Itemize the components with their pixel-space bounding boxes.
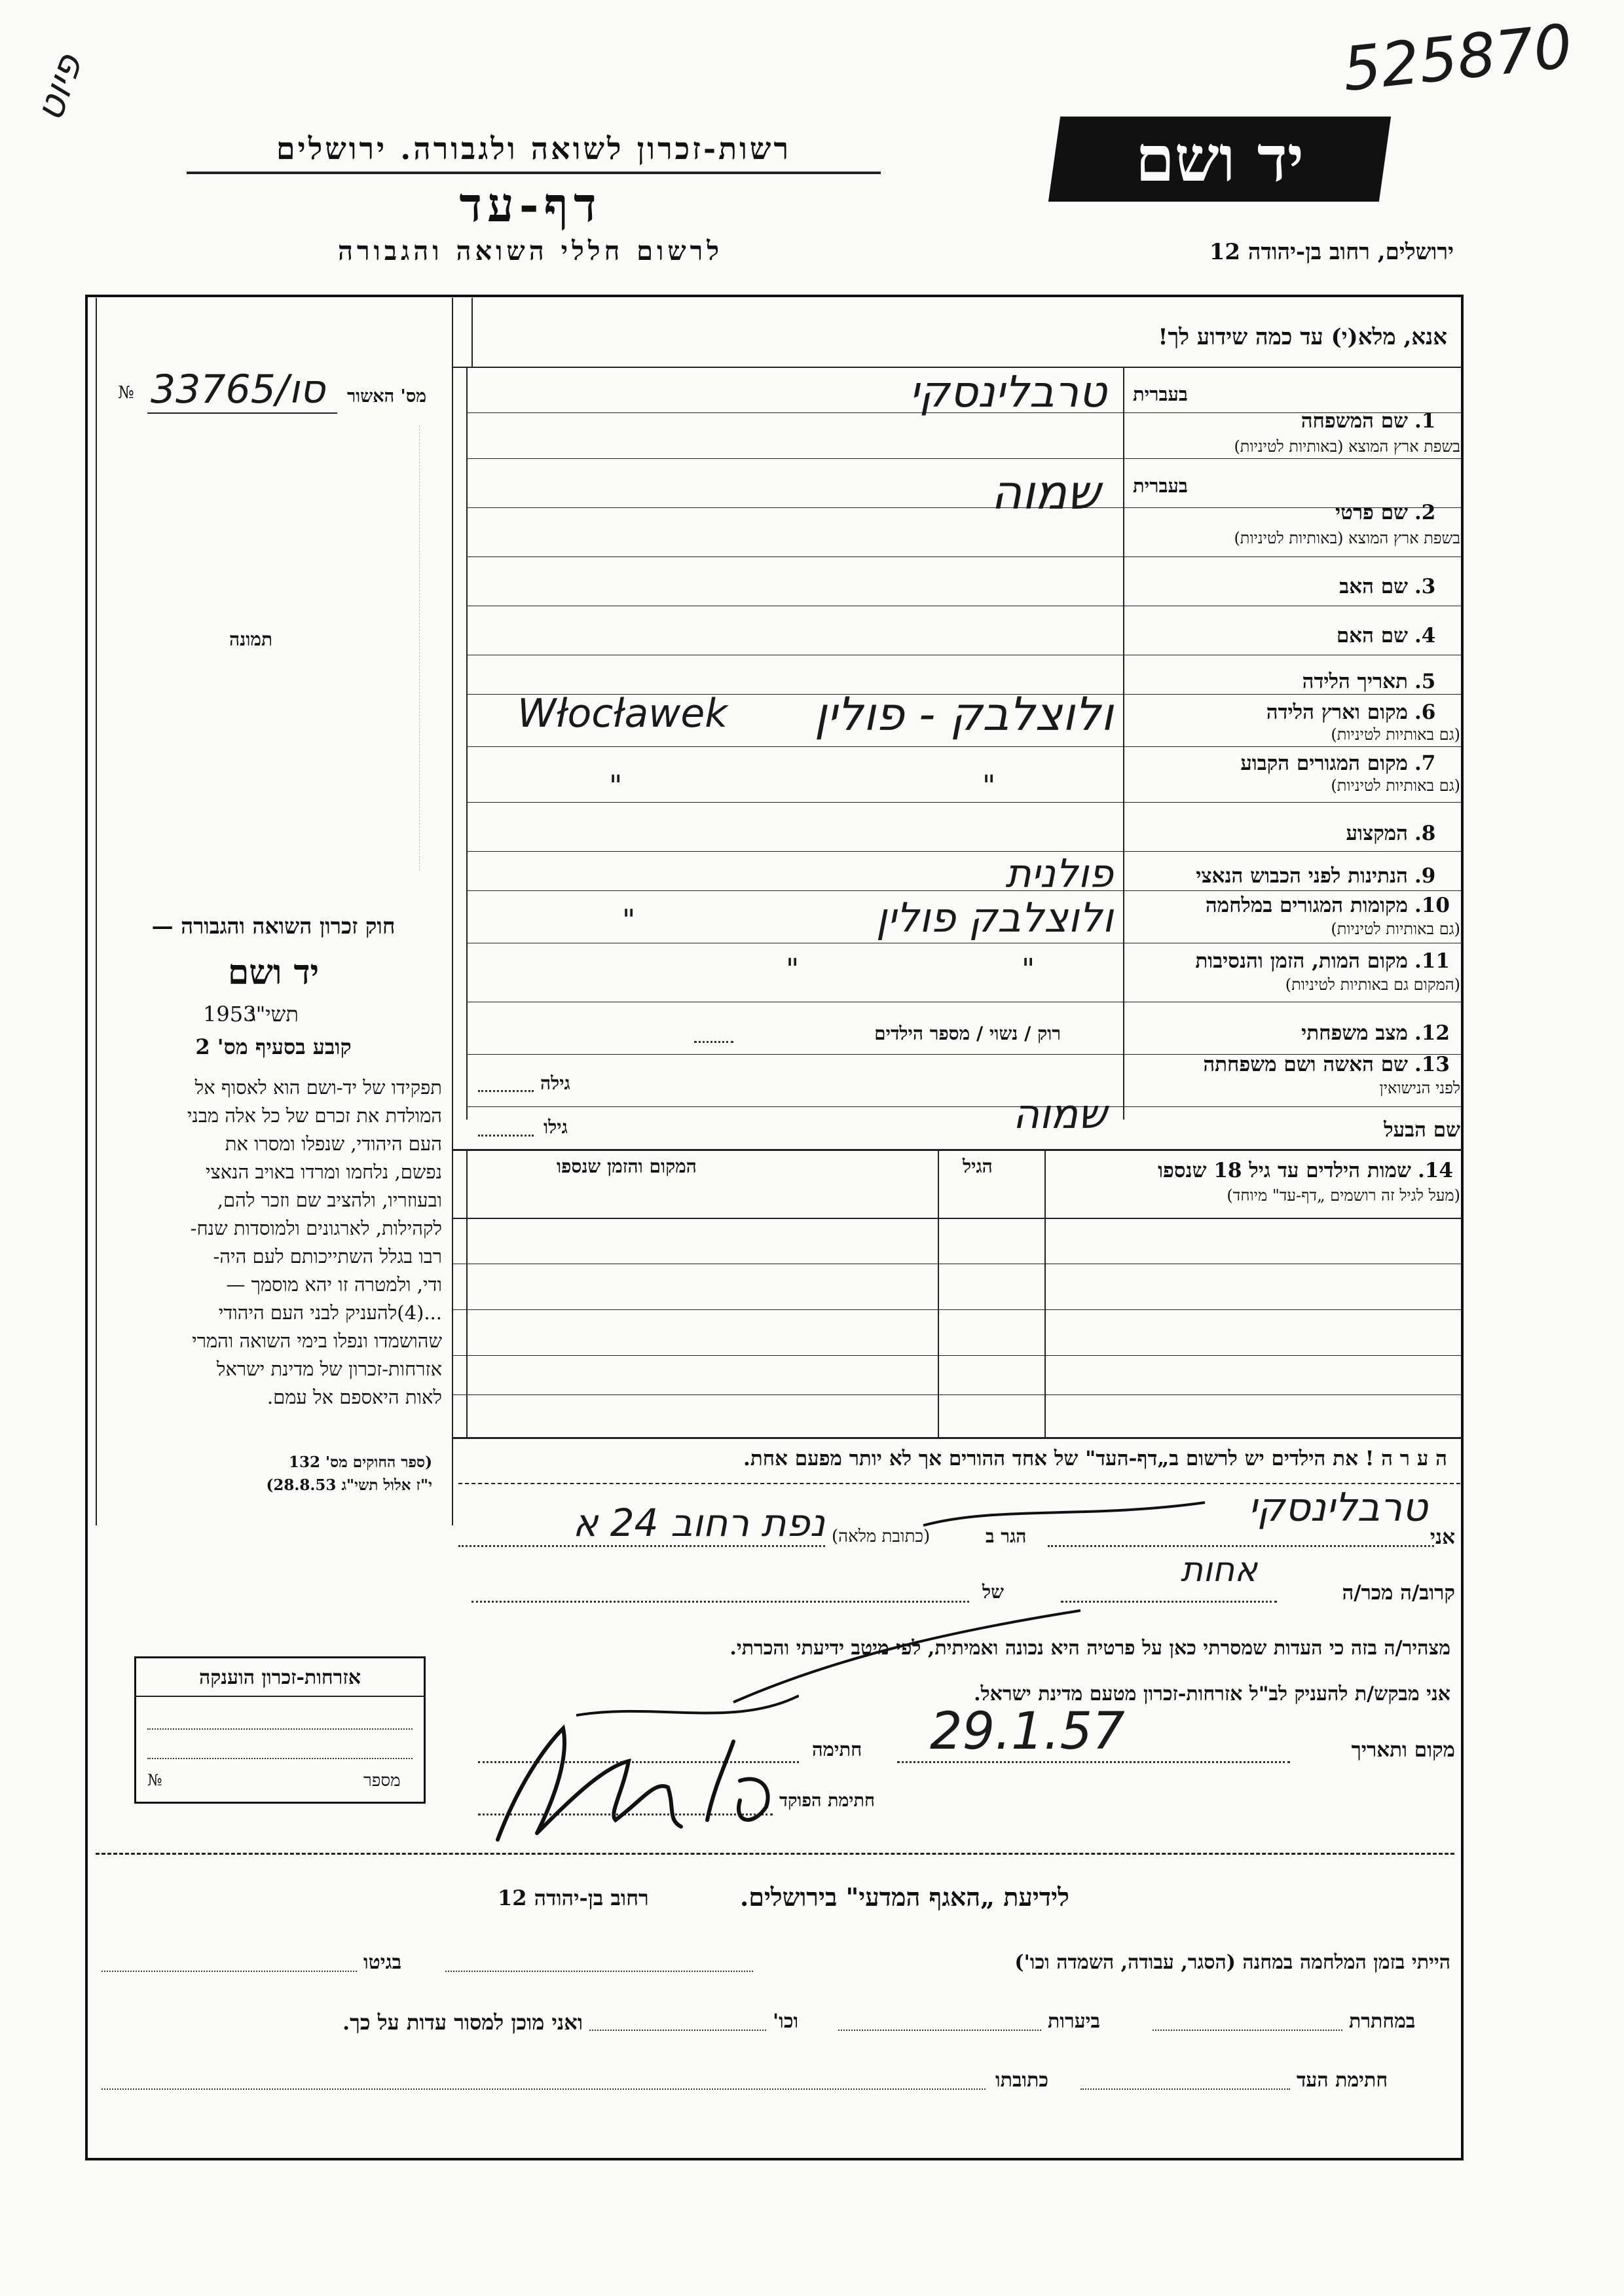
law-year: 1953 [203, 1002, 257, 1027]
place-date-dots [897, 1761, 1290, 1763]
place-date-label: מקום ותאריך [1351, 1738, 1455, 1762]
approval-no-symbol: № [118, 383, 134, 403]
field-1-num: 1. [1414, 409, 1436, 433]
law-source-1: (ספר החוקים מס' 132 [289, 1453, 432, 1471]
of-label: של [982, 1581, 1004, 1603]
law-source-2: י"ז אלול תשי"ג 28.8.53) [266, 1476, 432, 1494]
field-6-value: ולוצלבק - פולין [814, 687, 1113, 741]
children-note: (מעל לגיל זה רושמים „דף-עד" מיוחד) [1227, 1186, 1460, 1205]
etc-dots [589, 2030, 766, 2031]
field-4-label: שם האם [1336, 624, 1408, 647]
field-8-label: המקצוע [1346, 822, 1408, 845]
field-1-label: שם המשפחה [1301, 409, 1408, 433]
declaration-text: מצהיר/ה בזה כי העדות שמסרתי כאן על פרטיה היא נכונה ואמיתית, לפי מיטב ידיעתי והכרתי. [729, 1637, 1450, 1660]
approval-number: 33765/סו [151, 367, 325, 412]
law-line: אזרחות-זכרון של מדינת ישראל [216, 1358, 442, 1380]
declarant-name-dots [1048, 1545, 1434, 1547]
field-12-options: רוק / נשוי / מספר הילדים [874, 1023, 1061, 1044]
field-3-num: 3. [1414, 575, 1436, 598]
children-age-col: הגיל [963, 1156, 993, 1177]
sidebar-right-border [452, 298, 453, 1525]
field-7-note: (גם באותיות לטיניות) [1331, 776, 1460, 795]
field-6-value-latin: Włocławek [517, 691, 728, 737]
date-value: 29.1.57 [930, 1702, 1125, 1761]
children-place-col: המקום והזמן שנספו [557, 1156, 697, 1177]
witness-signature-dots [1080, 2088, 1290, 2090]
remark-line [458, 1483, 1460, 1484]
field-2-value: שמוה [991, 465, 1100, 520]
husband-line [453, 1149, 1462, 1151]
field-1-tag: בעברית [1133, 383, 1188, 405]
field-11-value: " [1022, 953, 1035, 986]
husband-age-dots [478, 1135, 534, 1137]
field-12-dots [694, 1041, 733, 1043]
instruction-left-tick [471, 298, 473, 367]
citizenship-title: אזרחות-זכרון הוענקה [198, 1666, 361, 1689]
field-12-label: מצב משפחתי [1301, 1021, 1408, 1045]
field-10-note: (גם באותיות לטיניות) [1331, 920, 1460, 938]
children-row-line [453, 1394, 1462, 1395]
husband-label: שם הבעל [1384, 1118, 1460, 1142]
law-line: ודי, ולמטרה זו יהא מוסמך — [226, 1273, 442, 1296]
field-7-num: 7. [1414, 752, 1436, 775]
sidebar-left-double [96, 298, 97, 1525]
field-13-age-dots [478, 1090, 534, 1092]
witness-address-label: כתובתו [995, 2069, 1049, 2092]
children-row-line [453, 1309, 1462, 1310]
of-dots [471, 1601, 969, 1603]
field-6-line [466, 746, 1462, 747]
law-line: ...(4)להעניק לבני העם היהודי [218, 1302, 442, 1324]
husband-age-label: גילו [544, 1116, 568, 1138]
bottom-line-1-dots [445, 1971, 753, 1972]
field-13-label: שם האשה ושם משפחתה [1203, 1053, 1408, 1076]
field-10-num: 10. [1414, 894, 1450, 917]
field-1-note: בשפת ארץ המוצא (באותיות לטיניות) [1234, 437, 1460, 456]
children-heading: שמות הילדים עד גיל 18 שנספו [1158, 1159, 1411, 1182]
children-row-line [453, 1355, 1462, 1356]
field-7-value: " [982, 769, 996, 803]
field-11-num: 11. [1414, 949, 1450, 973]
ghetto-dots [101, 1971, 357, 1972]
law-year-heb: תשי"ג [249, 1002, 299, 1027]
field-5-label: תאריך הלידה [1302, 670, 1408, 693]
declaration-stroke [720, 1604, 1087, 1709]
signature-scribble [458, 1689, 799, 1859]
field-6-note: (גם באותיות לטיניות) [1331, 725, 1460, 744]
law-name: יד ושם [227, 953, 320, 993]
forests-label: ביערות [1048, 2010, 1101, 2033]
law-line: המולדת את זכרם של כל אלה מבני [187, 1104, 442, 1127]
law-body [101, 1074, 442, 1412]
field-2-line-b [466, 556, 1462, 557]
field-2-tag: בעברית [1133, 475, 1188, 497]
document-title: דף-עד [459, 177, 602, 232]
law-line: לאות היאספם אל עמם. [267, 1386, 442, 1408]
law-line: שהושמדו ונפלו בימי השואה והמרי [192, 1330, 442, 1352]
ghetto-label: בגיטו [363, 1951, 402, 1974]
bottom-heading-address: רחוב בן-יהודה 12 [498, 1886, 649, 1910]
bottom-heading: לידיעת „האגף המדעי" בירושלים. [740, 1882, 1069, 1912]
field-11-note: (המקום גם באותיות לטיניות) [1285, 975, 1460, 994]
field-13-note: לפני הנישואין [1379, 1079, 1460, 1097]
citizenship-dots-2 [147, 1758, 413, 1759]
value-left-border [466, 367, 468, 1120]
field-9-value: פולנית [1005, 851, 1113, 897]
field-6-num: 6. [1414, 701, 1436, 724]
forests-dots [838, 2030, 1041, 2031]
officer-signature-label: חתימת הפוקד [779, 1791, 875, 1811]
field-9-label: הנתינות לפני הכבוש הנאצי [1196, 864, 1408, 888]
witness-signature-label: חתימת העד [1297, 2069, 1388, 2092]
bottom-line-1: הייתי בזמן המלחמה במחנה (הסגר, עבודה, השמדה וכו') [1014, 1951, 1450, 1974]
underground-dots [1153, 2030, 1342, 2031]
declarant-address-dots [458, 1545, 825, 1547]
relative-label: קרוב/ה מכר/ה [1342, 1581, 1455, 1605]
field-2-note: בשפת ארץ המוצא (באותיות לטיניות) [1234, 529, 1460, 547]
children-header-line [453, 1218, 1462, 1219]
field-10-value-2: " [622, 903, 636, 937]
authority-line: רשות-זכרון לשואה ולגבורה. ירושלים [276, 131, 792, 166]
relation: אחות [1180, 1550, 1257, 1590]
field-3-label: שם האב [1339, 575, 1408, 598]
law-line: העם היהודי, שנפלו ומסרו את [225, 1133, 442, 1155]
law-title: חוק זכרון השואה והגבורה — [151, 913, 396, 939]
citizenship-no-symbol: № [147, 1771, 162, 1789]
relative-dots [1061, 1601, 1277, 1603]
field-8-num: 8. [1414, 822, 1436, 845]
citizenship-title-line [134, 1696, 426, 1697]
request-text: אני מבקש/ת להעניק לב"ל אזרחות-זכרון מטעם מדינת ישראל. [974, 1683, 1450, 1705]
document-subtitle: לרשום חללי השואה והגבורה [337, 236, 724, 266]
law-line: לקהילות, לארגונים ולמוסדות שנח- [190, 1217, 442, 1239]
children-col-3 [466, 1149, 468, 1437]
photo-label: תמונה [229, 629, 273, 650]
field-1-value: טרבלינסקי [909, 367, 1107, 417]
field-13-age-label: גילה [540, 1072, 570, 1094]
header-address: ירושלים, רחוב בן-יהודה 12 [1209, 239, 1454, 265]
signature-label: חתימה [812, 1738, 862, 1760]
field-7-value-2: " [609, 769, 623, 803]
law-line: ובעוזריו, ולהציב שם וזכר להם, [217, 1189, 442, 1211]
law-line: רבו בגלל השתייכותם לעם היה- [213, 1245, 442, 1267]
law-line: נפשם, נלחמו ומרדו באויב הנאצי [205, 1161, 442, 1183]
field-2-label: שם פרטי [1335, 501, 1408, 524]
declarant-address-note: (כתובת מלאה) [832, 1527, 931, 1546]
underground-label: במחתרת [1349, 2010, 1416, 2033]
field-2-num: 2. [1414, 501, 1436, 524]
corner-note-top-left: פיוט [26, 48, 91, 127]
approval-underline [147, 412, 337, 414]
yad-vashem-logo [1048, 117, 1391, 202]
citizenship-number-label: מספר [363, 1771, 401, 1791]
field-5-num: 5. [1414, 670, 1436, 693]
label-column-border [1123, 367, 1124, 1120]
declarant-address: נפת רחוב 24 א [572, 1501, 825, 1545]
approval-label: מס' האשור [347, 386, 427, 407]
declarant-strike [917, 1493, 1211, 1539]
field-11-label: מקום המות, הזמן והנסיבות [1195, 949, 1408, 973]
field-1-line-b [466, 458, 1462, 459]
field-12-num: 12. [1414, 1021, 1450, 1045]
children-bottom-line [453, 1437, 1462, 1439]
children-num: 14. [1418, 1159, 1453, 1182]
logo-text: יד ושם [1135, 122, 1304, 196]
ready-text: ואני מוכן למסור עדות על כך. [342, 2010, 583, 2035]
corner-number: 525870 [1339, 10, 1576, 105]
field-10-value: ולוצלבק פולין [876, 894, 1113, 941]
header-rule [187, 172, 881, 174]
bottom-separator [96, 1853, 1454, 1855]
field-13-num: 13. [1414, 1053, 1450, 1076]
etc-label: וכו' [773, 2010, 799, 2033]
field-11-value-2: " [786, 953, 800, 986]
declarant-i-label: אני [1430, 1525, 1455, 1549]
remark: ה ע ר ה ! את הילדים יש לרשום ב„דף-העד" של אחד ההורים אך לא יותר מפעם אחת. [743, 1447, 1447, 1470]
citizenship-dots-1 [147, 1728, 413, 1730]
husband-value: שמוה [1012, 1090, 1107, 1138]
children-col-1 [1044, 1149, 1046, 1437]
witness-address-dots [101, 2088, 986, 2090]
field-9-num: 9. [1414, 864, 1436, 888]
instruction: אנא, מלא(י) עד כמה שידוע לך! [1158, 324, 1447, 350]
children-col-2 [938, 1149, 939, 1437]
law-line: תפקידו של יד-ושם הוא לאסוף אל [194, 1076, 442, 1099]
declarant-resides-label: הגר ב [986, 1525, 1027, 1547]
field-4-num: 4. [1414, 624, 1436, 647]
photo-area [105, 426, 420, 871]
field-10-label: מקומות המגורים במלחמה [1205, 894, 1408, 917]
law-clause: קובע בסעיף מס' 2 [195, 1034, 352, 1059]
declarant-name: טרבלינסקי [1248, 1485, 1428, 1531]
field-6-label: מקום וארץ הלידה [1266, 701, 1408, 724]
field-7-label: מקום המגורים הקבוע [1240, 752, 1408, 775]
